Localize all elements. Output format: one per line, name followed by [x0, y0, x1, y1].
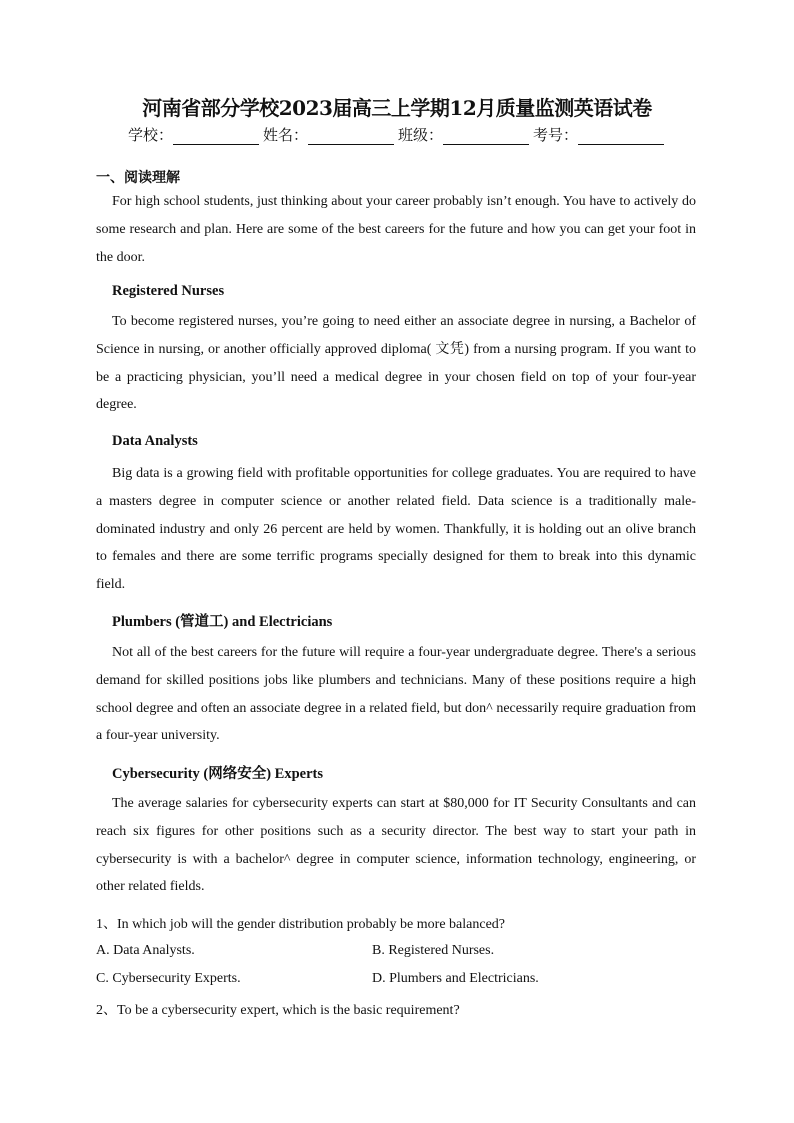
name-field: [263, 124, 396, 145]
question-1-option-c[interactable]: C. Cybersecurity Experts.: [96, 971, 241, 986]
career-heading-data-analysts: Data Analysts: [112, 433, 198, 449]
exam-title: 河南省部分学校2023届高三上学期12月质量监测英语试卷: [142, 96, 652, 120]
class-blank[interactable]: [443, 128, 529, 145]
school-blank[interactable]: [173, 128, 259, 145]
career-heading-plumbers: Plumbers (管道工) and Electricians: [112, 614, 333, 630]
career-text-plumbers: Not all of the best careers for the future will require a four-year undergraduate degree. There's a serious demand for skilled positions jobs like plumbers and technicians. Many of these positions require a high school degree and often an associate degree in a related field, but don^ necessarily require graduation from a four-year university.: [96, 645, 696, 744]
number-field: [533, 124, 666, 145]
career-text-data-analysts: Big data is a growing field with profitable opportunities for college graduates. You are required to have a masters degree in computer science or another related field. Data science is a traditionally male-dominated industry and only 26 percent are held by women. Thankfully, it is holding out an olive branch to females and there are some terrific programs specially designed for them to break into this dynamic field.: [96, 466, 696, 593]
career-text-nurses: To become registered nurses, you’re going to need either an associate degree in nursing, a Bachelor of Science in nursing, or another officially approved diploma( 文凭) from a nursing program. If you want to be a practicing physician, you’ll need a medical degree in your chosen field on top of your four-year degree.: [96, 314, 696, 413]
name-blank[interactable]: [308, 128, 394, 145]
name-label: 姓名：: [262, 126, 308, 144]
question-1-option-d[interactable]: D. Plumbers and Electricians.: [372, 971, 539, 986]
question-1-stem: 1、In which job will the gender distribution probably be more balanced?: [96, 917, 506, 932]
question-1-option-b[interactable]: B. Registered Nurses.: [372, 943, 495, 958]
school-label: 学校：: [127, 126, 173, 144]
question-2-stem: 2、To be a cybersecurity expert, which is the basic requirement?: [96, 1003, 460, 1018]
student-info-line: [0, 124, 794, 145]
class-label: 班级：: [398, 126, 444, 144]
number-blank[interactable]: [578, 128, 664, 145]
school-field: [128, 124, 261, 145]
intro-paragraph: For high school students, just thinking about your career probably isn’t enough. You have to actively do some research and plan. Here are some of the best careers for the future and how you can get your foot in the door.: [96, 194, 696, 265]
career-heading-cybersecurity: Cybersecurity (网络安全) Experts: [112, 766, 324, 782]
class-field: [398, 124, 531, 145]
career-heading-nurses: Registered Nurses: [112, 283, 225, 299]
section-heading: 一、阅读理解: [96, 170, 180, 186]
question-1-option-a[interactable]: A. Data Analysts.: [96, 943, 195, 958]
career-text-cybersecurity: The average salaries for cybersecurity experts can start at $80,000 for IT Security Consultants and can reach six figures for other positions such as a security director. The best way to start your path in cybersecurity is with a bachelor^ degree in computer science, information technology, engineering, or other related fields.: [96, 796, 696, 895]
number-label: 考号：: [533, 126, 579, 144]
